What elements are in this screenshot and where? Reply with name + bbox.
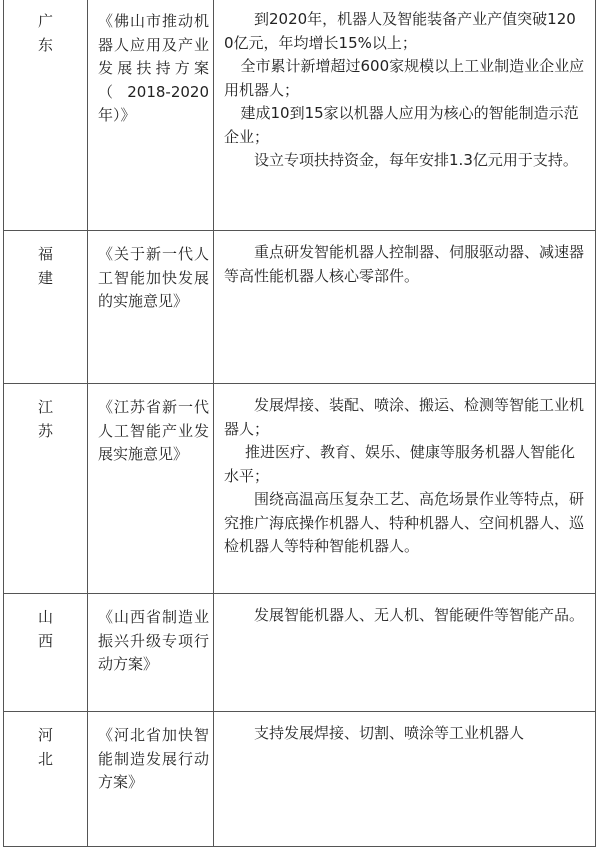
province-char: 河 bbox=[37, 726, 53, 744]
province-cell bbox=[4, 712, 88, 847]
table-row bbox=[4, 384, 596, 594]
province-char: 苏 bbox=[37, 421, 53, 440]
policy-table bbox=[3, 0, 596, 847]
policy-name-cell: 《关于新一代人工智能加快发展的实施意见》 bbox=[88, 231, 214, 384]
content-paragraph: 推进医疗、教育、娱乐、健康等服务机器人智能化水平； bbox=[224, 443, 576, 485]
table-row bbox=[4, 231, 596, 384]
content-cell bbox=[214, 0, 596, 231]
table-row bbox=[4, 712, 596, 847]
content-paragraph: 围绕高温高压复杂工艺、高危场景作业等特点，研究推广海底操作机器人、特种机器人、空间机器人、巡检机器人等特种智能机器人。 bbox=[224, 490, 585, 555]
province-char: 福 bbox=[37, 245, 53, 263]
policy-name-cell: 《江苏省新一代人工智能产业发展实施意见》 bbox=[88, 384, 214, 594]
content-paragraph: 发展焊接、装配、喷涂、搬运、检测等智能工业机器人； bbox=[224, 396, 585, 438]
content-paragraph: 支持发展焊接、切割、喷涂等工业机器人 bbox=[254, 724, 525, 742]
content-paragraph: 设立专项扶持资金，每年安排1.3亿元用于支持。 bbox=[254, 151, 578, 169]
content-paragraph: 到2020年，机器人及智能装备产业产值突破1200亿元，年均增长15%以上； bbox=[224, 10, 576, 52]
province-cell bbox=[4, 594, 88, 712]
policy-name-cell: 《佛山市推动机器人应用及产业发展扶持方案（2018-2020年）》 bbox=[88, 0, 214, 231]
province-char: 山 bbox=[37, 608, 53, 626]
province-char: 江 bbox=[37, 398, 53, 416]
content-cell bbox=[214, 384, 596, 594]
province-char: 西 bbox=[37, 631, 53, 650]
province-cell bbox=[4, 0, 88, 231]
policy-name-cell: 《河北省加快智能制造发展行动方案》 bbox=[88, 712, 214, 847]
province-char: 东 bbox=[37, 35, 53, 54]
province-char: 北 bbox=[37, 749, 53, 768]
content-paragraph: 全市累计新增超过600家规模以上工业制造业企业应用机器人； bbox=[224, 57, 585, 99]
province-cell bbox=[4, 384, 88, 594]
table-row bbox=[4, 0, 596, 231]
content-cell bbox=[214, 594, 596, 712]
content-paragraph: 发展智能机器人、无人机、智能硬件等智能产品。 bbox=[254, 606, 585, 624]
policy-name-cell: 《山西省制造业振兴升级专项行动方案》 bbox=[88, 594, 214, 712]
province-char: 建 bbox=[37, 268, 53, 287]
content-paragraph: 建成10到15家以机器人应用为核心的智能制造示范企业； bbox=[224, 104, 579, 146]
content-cell bbox=[214, 231, 596, 384]
table-row bbox=[4, 594, 596, 712]
content-paragraph: 重点研发智能机器人控制器、伺服驱动器、减速器等高性能机器人核心零部件。 bbox=[224, 243, 585, 285]
content-cell bbox=[214, 712, 596, 847]
province-char: 广 bbox=[37, 12, 53, 30]
province-cell bbox=[4, 231, 88, 384]
